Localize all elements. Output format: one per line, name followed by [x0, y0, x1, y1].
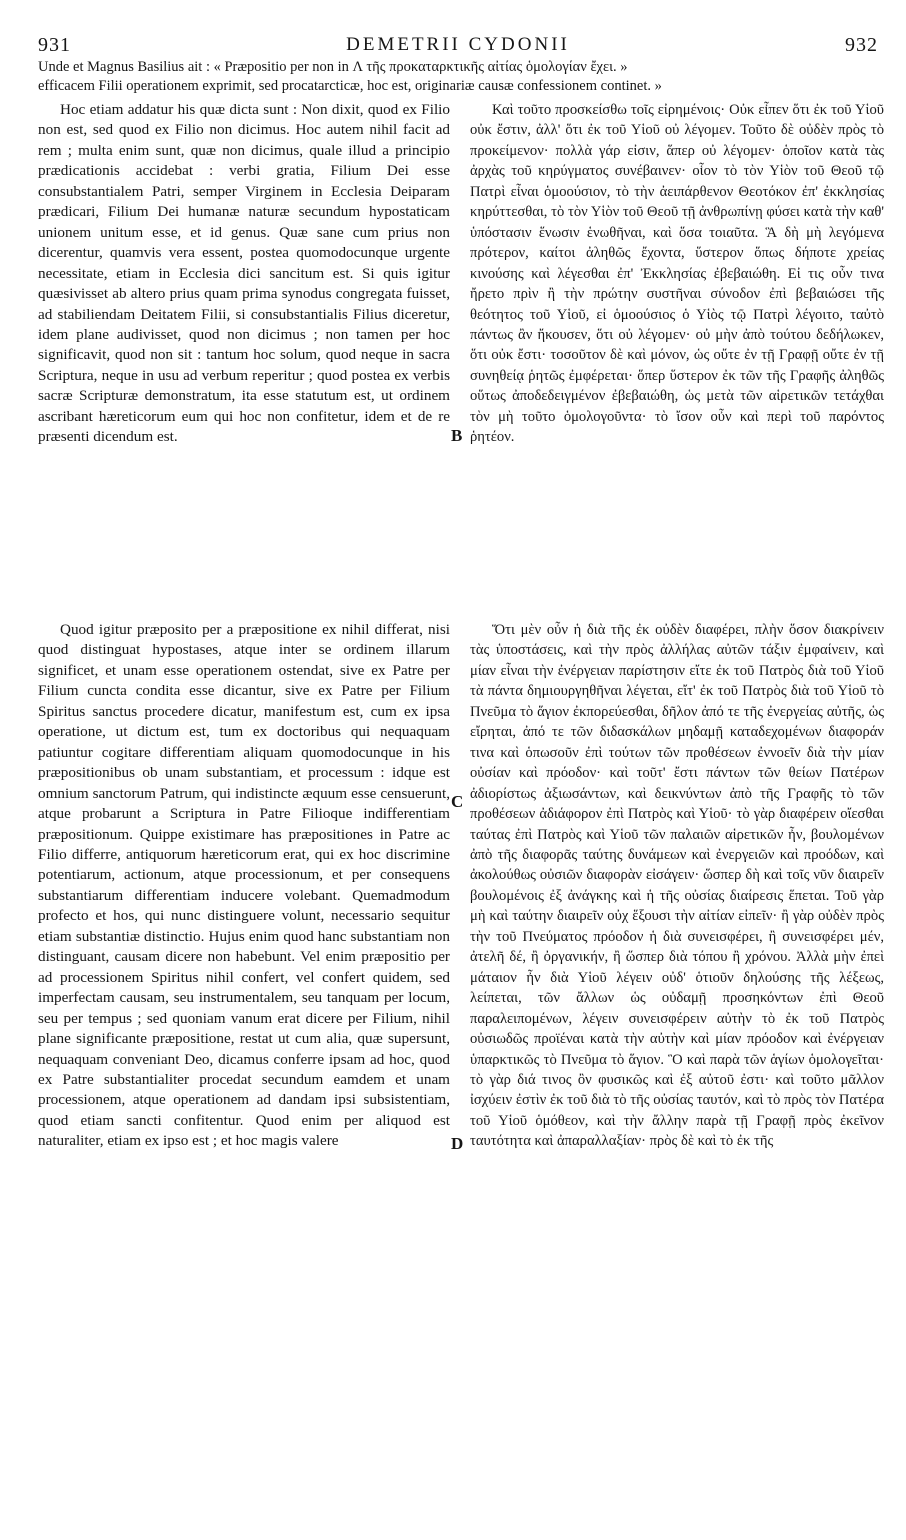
- page-number-left: 931: [38, 34, 71, 56]
- section-marker-b: B: [451, 426, 463, 445]
- section-marker-c: C: [451, 792, 464, 811]
- greek-column-section-2: [470, 620, 884, 1152]
- running-title: DEMETRII CYDONII: [346, 34, 570, 55]
- continued-line: efficacem Filii operationem exprimit, sed procatarcticæ, hoc est, originariæ causæ confessionem continet. »: [38, 78, 662, 94]
- page-number-right: 932: [845, 34, 878, 56]
- latin-column-section-1: [38, 100, 450, 448]
- greek-paragraph: Ὅτι μὲν οὖν ἡ διὰ τῆς ἐκ οὐδὲν διαφέρει, πλὴν ὅσον διακρίνειν τὰς ὑποστάσεις, καὶ τὴν πρὸς ἀλλήλας αὐτῶν τάξιν ἐμφαίνειν, καὶ μίαν εἶναι τὴν ἐνέργειαν παρίστησιν εἴτε ἐκ τοῦ Πατρὸς διὰ τοῦ Υἱοῦ τὰ πάντα δημιουργηθῆναι λέγεται, εἴτ' ἐκ τοῦ Πατρὸς διὰ τοῦ Υἱοῦ τὸ Πνεῦμα τὸ ἅγιον ἐκπορεύεσθαι, δῆλον ἀπό τε τῆς ἐνεργείας αὐτῆς, ὡς εἴρηται, ἀπό τε τῶν διδασκάλων μηδαμῇ καταδεχομένων διαφοράν τινα καὶ ὁπωσοῦν ἐπὶ τούτων τῶν προθέσεων ἐννοεῖν διὰ τὴν μίαν οὐσίαν καὶ πρόοδον· καὶ τοῦτ' ἔστι πάντων τῶν θείων Πατέρων ἀδιορίστως ἀξιωσάντων, καὶ δεικνύντων ἀπὸ τῆς Γραφῆς τὸ τῶν προθέσεων ἀδιάφορον ἐπὶ Πατρὸς καὶ Υἱοῦ· τὸ γὰρ διαφέρειν οἴεσθαι ταύτας ἐπὶ Πατρὸς καὶ Υἱοῦ τῶν παλαιῶν αἱρετικῶν ἦν, βουλομένων ἀπὸ τῆς διαφορᾶς ταύτης δυνάμεων καὶ ἐνεργειῶν καὶ προόδων, καὶ ἀκολούθως οὐσιῶν διαφορὰν εἰσάγειν· ὥσπερ δὴ καὶ τοῖς νῦν διαιρεῖν βουλομένοις ἐξ ἀνάγκης καὶ ἡ τῆς οὐσίας διαίρεσις ἕπεται. Τοῦ γὰρ μὴ καὶ ταύτην διαιρεῖν οὐχ ἕξουσι τὴν αἰτίαν εἰπεῖν· ἢ γὰρ οὐδὲν πρὸς τὴν τοῦ Πνεύματος πρόοδον ἡ διὰ συνεισφέρει, ἢ συνεισφέρει μέν, ἀτελῆ δέ, ἢ ὀργανικήν, ἢ ὥσπερ διὰ τόπου ἢ χρόνου. Ἀλλὰ μὴν ἐπεὶ μάταιον ἦν διὰ Υἱοῦ λέγειν οὐδ' ὁτιοῦν δηλούσης τῆς λέξεως, λείπεται, τῶν ἄλλων ὡς οὐδαμῇ προσηκόντων ἐπὶ Θεοῦ παραλειπομένων, λέγειν συνεισφέρειν αὐτὴν τὸ ἐκ τοῦ Πατρὸς οὐσιωδῶς προϊέναι κατὰ τὴν αὐτὴν καὶ μίαν πρόοδον καὶ ἐνέργειαν ὑπαρκτικῶς τὸ Πνεῦμα τὸ ἅγιον. Ὃ καὶ παρὰ τῶν ἁγίων ὁμολογεῖται· τὸ γὰρ διά τινος ὂν φυσικῶς καὶ ἐξ αὐτοῦ ἐστι· καὶ τοῦτο μᾶλλον ἰσχύειν ἐστὶν ἐκ τοῦ διὰ τὸ τῆς οὐσίας ταυτόν, καὶ τὸ πρὸς τὸν Πατέρα τοῦ Υἱοῦ ὁμόθεον, καὶ τὴν ἄλλην παρὰ τῇ Γραφῇ πρὸς ἐκεῖνον ταυτότητα καὶ ἀπαραλλαξίαν· πρὸς δὲ καὶ τὸ ἐκ τῆς: [470, 622, 884, 1150]
- latin-paragraph: Hoc etiam addatur his quæ dicta sunt : Non dixit, quod ex Filio non est, sed quod ex Filio non dicimus. Hoc autem nihil facit ad rem ; multa enim sunt, quæ non dicimus, quale illud a principio prædicationis accidebat : verbi gratia, Filium Dei esse consubstantialem Patri, semper Virginem in Ecclesia Deiparam prædicari, Filium Dei humanæ naturæ secundum hypostaticam unionem unitum esse, et id genus. Quæ sane cum prius non dicerentur, quamvis vera essent, postea quomodocunque urgente necessitate, etiam in Ecclesia dici sancitum est. Si quis igitur quæsivisset ab altero prius quam prima synodus congregata fuisset, ad stabiliendam Deitatem Filii, si consubstantialis Filius diceretur, idem plane audivisset, quod non dicimus ; non tamen per hoc significavit, quod non sit : tantum hoc solum, quod neque in sacra Scriptura, neque in usu ad verbum reperitur ; quod postea ex verbis sacræ Scripturæ demonstratum, ita esse statutum est, ut ordinem ascribant hæreticorum eum qui hoc non confitetur, idem et de re præsenti dicendum est.: [38, 101, 450, 446]
- greek-column-section-1: [470, 100, 884, 448]
- continued-line: Unde et Magnus Basilius ait : « Præpositio per non in Λ τῆς προκαταρκτικῆς αἰτίας ὁμολογίαν ἔχει. »: [38, 59, 628, 75]
- greek-paragraph: Καὶ τοῦτο προσκείσθω τοῖς εἰρημένοις· Οὐκ εἶπεν ὅτι ἐκ τοῦ Υἱοῦ οὐκ ἔστιν, ἀλλ' ὅτι ἐκ τοῦ Υἱοῦ οὐ λέγομεν. Τοῦτο δὲ οὐδὲν πρὸς τὸ προκείμενον· πολλὰ γάρ εἰσιν, ἅπερ οὐ λέγομεν· ὁποῖον κατὰ τὰς ἀρχὰς τοῦ κηρύγματος συνέβαινεν· οἷον τὸ τὸν Υἱὸν τοῦ Θεοῦ τῷ Πατρὶ εἶναι ὁμοούσιον, τὸ τὴν ἀειπάρθενον Θεοτόκον ἐπ' ἐκκλησίας κηρύττεσθαι, τὸ τὸν Υἱὸν τοῦ Θεοῦ τῇ ἀνθρωπίνῃ φύσει κατὰ τὴν καθ' ὑπόστασιν ἕνωσιν ἑνωθῆναι, καὶ ὅσα τοιαῦτα. Ἃ δὴ μὴ λεγόμενα πρότερον, καίτοι ἀληθῶς ἔχοντα, ὕστερον ὅπως δήποτε χρείας κινούσης καὶ λέγεσθαι ἐπ' Ἐκκλησίας ἐβεβαιώθη. Εἰ τις οὖν τινα ἤρετο πρὶν ἢ τὴν πρώτην συστῆναι σύνοδον ἐπὶ βεβαιώσει τῆς θεότητος τοῦ Υἱοῦ, εἰ ὁμοούσιος ὁ Υἱὸς τῷ Πατρὶ λέγοιτο, ταὐτὸ πάντως ἂν ἤκουσεν, ὅτι οὐ λέγομεν· οὐ μὴν ἀπὸ τούτου δεδήλωκεν, ὅτι οὐκ ἔστι· τοσοῦτον δὲ καὶ μόνον, ὡς οὔτε ἐν τῇ Γραφῇ οὔτε ἐν τῇ συνηθείᾳ ῥητῶς ἐμφέρεται· ὅπερ ὕστερον ἐκ τῶν τῆς Γραφῆς ἀληθῶς οὕτως ἀποδεδειγμένον ἐβεβαιώθη, ὡς μετὰ τῶν αἱρετικῶν τετάχθαι τὸν μὴ τοῦτο ὁμολογοῦντα· τὸ ἴσον οὖν καὶ περὶ τοῦ παρόντος ῥητέον.: [470, 102, 884, 446]
- section-marker-d: D: [451, 1134, 464, 1153]
- latin-column-section-2: [38, 620, 450, 1152]
- latin-paragraph: Quod igitur præposito per a præpositione ex nihil differat, nisi quod distinguat hypostases, atque inter se ordinem illarum significet, et unam esse operationem ostendat, sive ex Patre per Filium cuncta condita esse dicantur, sive ex Patre per Filium Spiritus sanctus procedere dicatur, manifestum est, cum ex ipsa operatione, ut dictum est, tum ex doctoribus qui nequaquam patiuntur cogitare differentiam aliquam quomodocunque in his præpositionibus ob unam substantiam, et processum : idque est omnium sanctorum Patrum, qui indistincte æquum esse censuerunt, atque probarunt a Scriptura in Patre Filioque indifferentiam præpositionum. Quippe existimare has præpositiones in Patre ac Filio differre, antiquorum hæreticorum erat, qui ex hoc discrimine potentiarum, actionum, atque processionum, et per consequens substantiarum differentiam inducere volebant. Quemadmodum profecto et hos, qui nunc distinguere volunt, necessario sequitur etiam substantiæ distinctio. Hujus enim quod hanc substantiam non distinguant, causam dicere non habebunt. Vel enim præpositio per ad processionem Spiritus nihil confert, vel confert quidem, sed imperfectam causam, seu instrumentalem, seu tanquam per locum, seu per tempus ; sed quoniam vanum erat dicere per Filium, nihil plane significante præpositione, restat ut cum alia, quæ supersunt, nequaquam conveniant Deo, dicamus conferre ipsam ad hoc, quod ex Patre substantialiter procedat secundum eamdem et unam processionem, atque operationem ad dandam ipsi subsistentiam, quod etiam sancti confitentur. Quod enim per aliquod est naturaliter, etiam ex ipso est ; et hoc magis valere: [38, 621, 450, 1150]
- continued-lines: [38, 58, 878, 96]
